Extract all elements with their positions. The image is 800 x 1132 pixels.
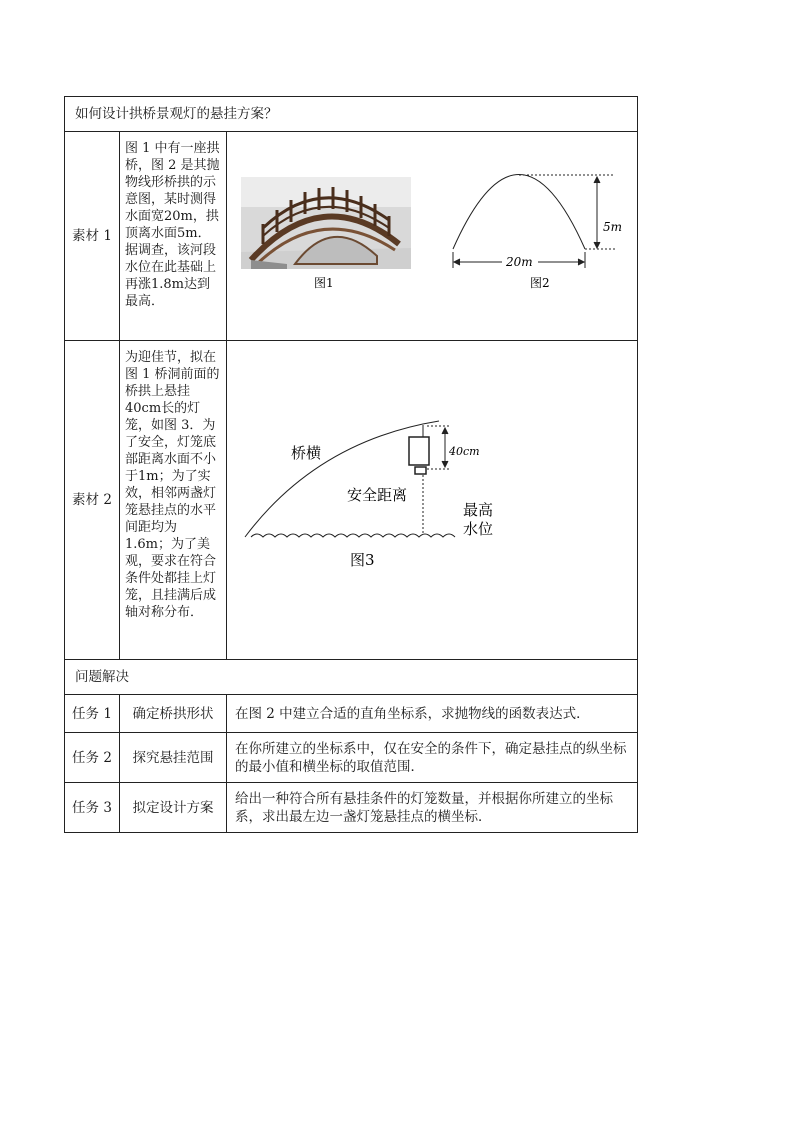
task-label: 任务 3 (65, 783, 120, 833)
material1-label: 素材 1 (65, 132, 120, 341)
bridge-photo (241, 177, 411, 269)
water-level-label-1: 最高 (463, 501, 494, 519)
fig3-caption: 图3 (350, 551, 375, 569)
material2-label: 素材 2 (65, 341, 120, 660)
solve-header: 问题解决 (65, 660, 638, 695)
task-name: 确定桥拱形状 (120, 695, 227, 733)
fig1-caption: 图1 (314, 276, 334, 290)
fig2-caption: 图2 (530, 276, 550, 290)
task-description: 在图 2 中建立合适的直角坐标系，求抛物线的函数表达式． (227, 695, 638, 733)
task-row (65, 733, 638, 783)
water-level-label-2: 水位 (463, 520, 494, 538)
fig2-height-label: 5m (603, 220, 623, 234)
material2-text: 为迎佳节，拟在图 1 桥洞前面的桥拱上悬挂40cm长的灯笼，如图 3．为了安全，灯笼底部距离水面不小于1m；为了实效，相邻两盏灯笼悬挂点的水平间距均为1.6m；为了美观，要求在符合条件处都挂上灯笼，且挂满后成轴对称分布． (120, 341, 227, 660)
task-row (65, 695, 638, 733)
lantern-size-label: 40cm (449, 445, 480, 458)
bridge-label: 桥横 (291, 444, 322, 462)
problem-table (64, 96, 638, 833)
task-row (65, 783, 638, 833)
parabola-diagram (453, 175, 615, 269)
task-label: 任务 2 (65, 733, 120, 783)
material2-figure (227, 341, 638, 660)
task-name: 探究悬挂范围 (120, 733, 227, 783)
task-description: 在你所建立的坐标系中，仅在安全的条件下，确定悬挂点的纵坐标的最小值和横坐标的取值范围． (227, 733, 638, 783)
document (64, 96, 637, 833)
safe-distance-label: 安全距离 (347, 486, 408, 504)
problem-title: 如何设计拱桥景观灯的悬挂方案？ (65, 97, 638, 132)
task-description: 给出一种符合所有悬挂条件的灯笼数量，并根据你所建立的坐标系，求出最左边一盏灯笼悬挂点的横坐标． (227, 783, 638, 833)
task-label: 任务 1 (65, 695, 120, 733)
fig2-width-label: 20m (506, 255, 533, 269)
material1-text: 图 1 中有一座拱桥，图 2 是其抛物线形桥拱的示意图，某时测得水面宽20m，拱顶离水面5m．据调查，该河段水位在此基础上再涨1.8m达到最高． (120, 132, 227, 341)
task-name: 拟定设计方案 (120, 783, 227, 833)
lantern-diagram (245, 421, 455, 537)
material1-figures (227, 132, 638, 341)
